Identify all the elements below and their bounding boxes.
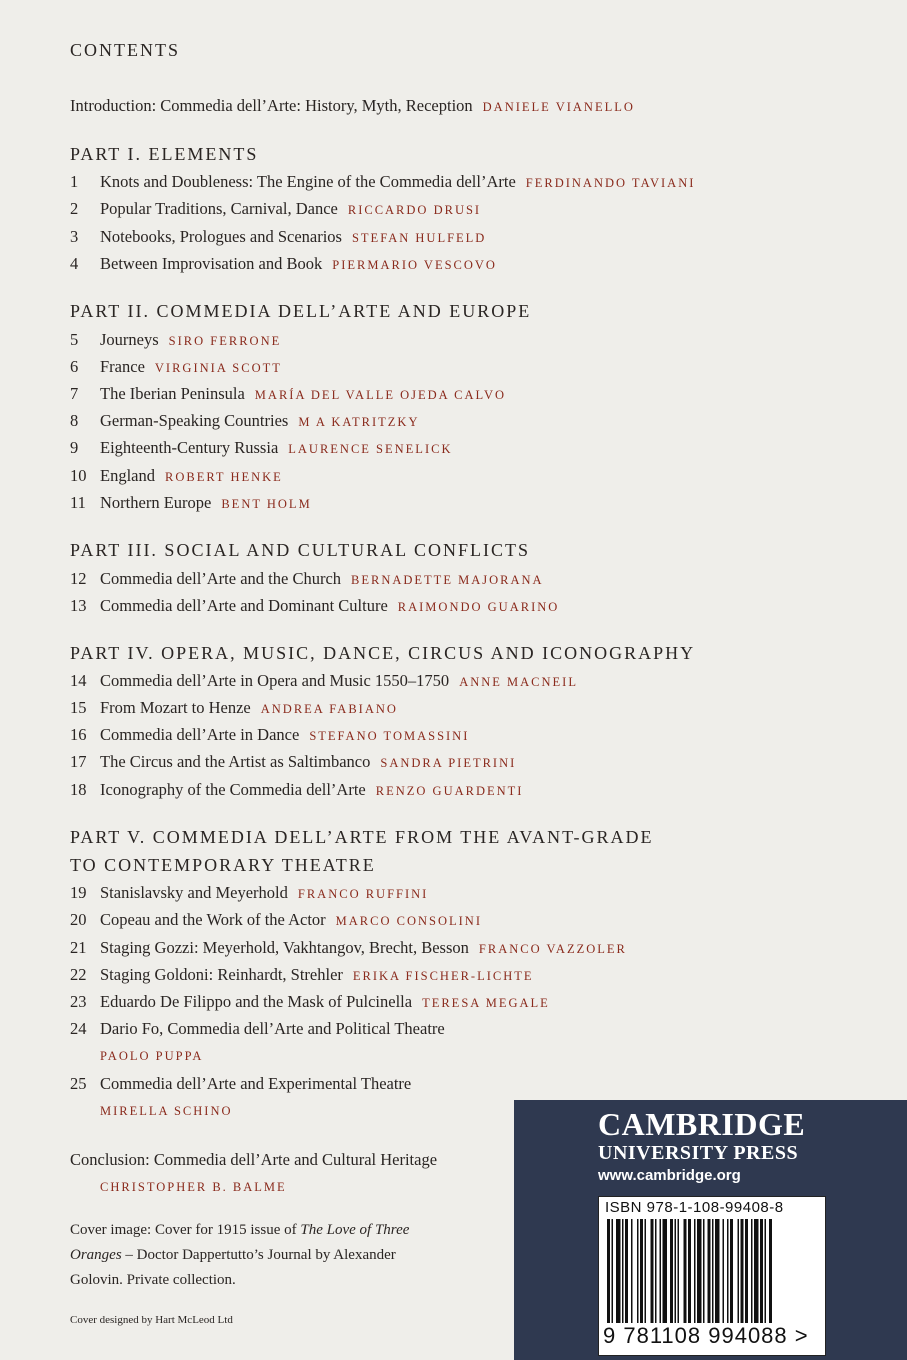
- part-heading-1: PART I. ELEMENTS: [70, 144, 259, 164]
- chapter-entry: [70, 596, 559, 616]
- chapter-author: FERDINANDO TAVIANI: [525, 176, 696, 190]
- chapter-title: Staging Gozzi: Meyerhold, Vakhtangov, Brecht, Besson: [100, 938, 469, 957]
- chapter-number: 7: [70, 384, 79, 403]
- chapter-author: TERESA MEGALE: [422, 996, 550, 1010]
- part-heading-2: PART II. COMMEDIA DELL’ARTE AND EUROPE: [70, 301, 532, 321]
- chapter-entry: [70, 254, 497, 274]
- chapter-number: 18: [70, 780, 87, 799]
- introduction-entry: [70, 96, 635, 116]
- chapter-title: Stanislavsky and Meyerhold: [100, 883, 288, 902]
- barcode-icon: [605, 1219, 819, 1323]
- chapter-title: Commedia dell’Arte and the Church: [100, 569, 342, 588]
- chapter-entry: [70, 569, 544, 589]
- chapter-author: M A KATRITZKY: [298, 415, 420, 429]
- chapter-number: 5: [70, 330, 79, 349]
- chapter-title: France: [100, 357, 145, 376]
- chapter-author: FRANCO VAZZOLER: [478, 942, 627, 956]
- chapter-entry: [70, 466, 283, 486]
- chapter-entry: [70, 938, 627, 958]
- chapter-author: STEFANO TOMASSINI: [309, 729, 470, 743]
- chapter-number: 4: [70, 254, 79, 273]
- chapter-title: The Circus and the Artist as Saltimbanco: [100, 752, 371, 771]
- chapter-entry: [70, 752, 516, 772]
- chapter-entry: [70, 438, 452, 458]
- chapter-entry: [70, 330, 281, 350]
- chapter-entry: [70, 1019, 445, 1039]
- chapter-author: RAIMONDO GUARINO: [397, 600, 560, 614]
- chapter-author: SIRO FERRONE: [168, 334, 282, 348]
- chapter-number: 16: [70, 725, 87, 744]
- chapter-entry: [70, 725, 469, 745]
- chapter-title: Notebooks, Prologues and Scenarios: [100, 227, 342, 246]
- chapter-title: German-Speaking Countries: [100, 411, 289, 430]
- chapter-author: MIRELLA SCHINO: [100, 1104, 233, 1118]
- chapter-title: Popular Traditions, Carnival, Dance: [100, 199, 338, 218]
- caption-italic-title: The Love of Three Oranges: [70, 1222, 410, 1263]
- chapter-entry: [70, 227, 486, 247]
- introduction-author: DANIELE VIANELLO: [482, 100, 635, 114]
- chapter-entry: [70, 883, 428, 903]
- chapter-number: 11: [70, 493, 86, 512]
- chapter-author: STEFAN HULFELD: [351, 231, 487, 245]
- chapter-author: FRANCO RUFFINI: [297, 887, 429, 901]
- chapter-number: 8: [70, 411, 79, 430]
- chapter-author: SANDRA PIETRINI: [380, 756, 517, 770]
- chapter-entry: [70, 992, 550, 1012]
- chapter-author: ROBERT HENKE: [165, 470, 283, 484]
- chapter-number: 19: [70, 883, 87, 902]
- chapter-title: Northern Europe: [100, 493, 212, 512]
- chapter-number: 15: [70, 698, 87, 717]
- designer-credit: Cover designed by Hart McLeod Ltd: [70, 1314, 233, 1326]
- chapter-number: 6: [70, 357, 79, 376]
- chapter-entry: [70, 384, 506, 404]
- chapter-title: Commedia dell’Arte and Dominant Culture: [100, 596, 388, 615]
- chapter-entry: [70, 1074, 411, 1094]
- chapter-entry: [70, 199, 481, 219]
- chapter-title: Iconography of the Commedia dell’Arte: [100, 780, 366, 799]
- caption-prefix: Cover image: Cover for 1915 issue of: [70, 1222, 301, 1238]
- chapter-number: 25: [70, 1074, 87, 1093]
- chapter-author: RICCARDO DRUSI: [347, 203, 482, 217]
- chapter-number: 12: [70, 569, 87, 588]
- barcode-panel: [598, 1196, 826, 1356]
- chapter-entry: [70, 493, 312, 513]
- publisher-press: UNIVERSITY PRESS: [598, 1142, 799, 1164]
- chapter-title: Commedia dell’Arte in Opera and Music 1550–1750: [100, 671, 450, 690]
- isbn-text: ISBN 978-1-108-99408-8: [605, 1199, 784, 1216]
- chapter-entry: [70, 910, 482, 930]
- introduction-title: Introduction: Commedia dell’Arte: History, Myth, Reception: [70, 96, 473, 115]
- chapter-title: Dario Fo, Commedia dell’Arte and Political Theatre: [100, 1019, 445, 1038]
- conclusion-author: CHRISTOPHER B. BALME: [100, 1180, 287, 1194]
- chapter-number: 22: [70, 965, 87, 984]
- chapter-author: BENT HOLM: [221, 497, 312, 511]
- chapter-author: MARÍA DEL VALLE OJEDA CALVO: [254, 388, 507, 402]
- chapter-title: Between Improvisation and Book: [100, 254, 323, 273]
- cover-image-caption: [70, 1218, 430, 1293]
- chapter-title: Knots and Doubleness: The Engine of the Commedia dell’Arte: [100, 172, 516, 191]
- barcode-digits: 9 781108 994088 >: [603, 1323, 809, 1348]
- publisher-name: CAMBRIDGE: [598, 1106, 806, 1142]
- chapter-number: 24: [70, 1019, 87, 1038]
- conclusion-title: Conclusion: Commedia dell’Arte and Cultural Heritage: [70, 1150, 438, 1169]
- chapter-title: Journeys: [100, 330, 159, 349]
- chapter-author: ERIKA FISCHER-LICHTE: [352, 969, 534, 983]
- chapter-author: PIERMARIO VESCOVO: [332, 258, 497, 272]
- chapter-entry: [70, 780, 523, 800]
- caption-suffix: – Doctor Dappertutto’s Journal by Alexander Golovin. Private collection.: [70, 1247, 396, 1288]
- chapter-number: 2: [70, 199, 79, 218]
- chapter-author: PAOLO PUPPA: [100, 1049, 204, 1063]
- chapter-title: The Iberian Peninsula: [100, 384, 245, 403]
- chapter-author: RENZO GUARDENTI: [375, 784, 524, 798]
- chapter-title: Commedia dell’Arte and Experimental Theatre: [100, 1074, 412, 1093]
- chapter-entry: [70, 965, 534, 985]
- chapter-author: ANDREA FABIANO: [260, 702, 398, 716]
- chapter-number: 20: [70, 910, 87, 929]
- chapter-title: Copeau and the Work of the Actor: [100, 910, 326, 929]
- chapter-number: 9: [70, 438, 79, 457]
- chapter-author: MARCO CONSOLINI: [335, 914, 482, 928]
- publisher-website: www.cambridge.org: [598, 1167, 741, 1184]
- chapter-entry: [70, 411, 420, 431]
- part-heading-3: PART III. SOCIAL AND CULTURAL CONFLICTS: [70, 540, 530, 560]
- chapter-number: 3: [70, 227, 79, 246]
- publisher-box: [514, 1100, 907, 1360]
- chapter-title: Staging Goldoni: Reinhardt, Strehler: [100, 965, 343, 984]
- chapter-title: Eighteenth-Century Russia: [100, 438, 279, 457]
- chapter-author: VIRGINIA SCOTT: [154, 361, 282, 375]
- chapter-number: 21: [70, 938, 87, 957]
- chapter-author: LAURENCE SENELICK: [288, 442, 453, 456]
- part-heading-5-line1: PART V. COMMEDIA DELL’ARTE FROM THE AVANT-GRADE: [70, 827, 654, 847]
- chapter-entry: [70, 671, 578, 691]
- part-heading-4: PART IV. OPERA, MUSIC, DANCE, CIRCUS AND ICONOGRAPHY: [70, 643, 696, 663]
- contents-heading: CONTENTS: [70, 40, 180, 60]
- chapter-entry: [70, 357, 282, 377]
- chapter-author: BERNADETTE MAJORANA: [351, 573, 544, 587]
- chapter-title: From Mozart to Henze: [100, 698, 251, 717]
- part-heading-5-line2: TO CONTEMPORARY THEATRE: [70, 855, 376, 875]
- chapter-number: 14: [70, 671, 87, 690]
- chapter-title: Eduardo De Filippo and the Mask of Pulcinella: [100, 992, 413, 1011]
- chapter-title: Commedia dell’Arte in Dance: [100, 725, 300, 744]
- chapter-number: 13: [70, 596, 87, 615]
- chapter-number: 1: [70, 172, 79, 191]
- chapter-title: England: [100, 466, 155, 485]
- chapter-author: ANNE MACNEIL: [459, 675, 578, 689]
- chapter-number: 23: [70, 992, 87, 1011]
- chapter-entry: [70, 698, 398, 718]
- chapter-entry: [70, 172, 695, 192]
- chapter-number: 10: [70, 466, 87, 485]
- chapter-number: 17: [70, 752, 87, 771]
